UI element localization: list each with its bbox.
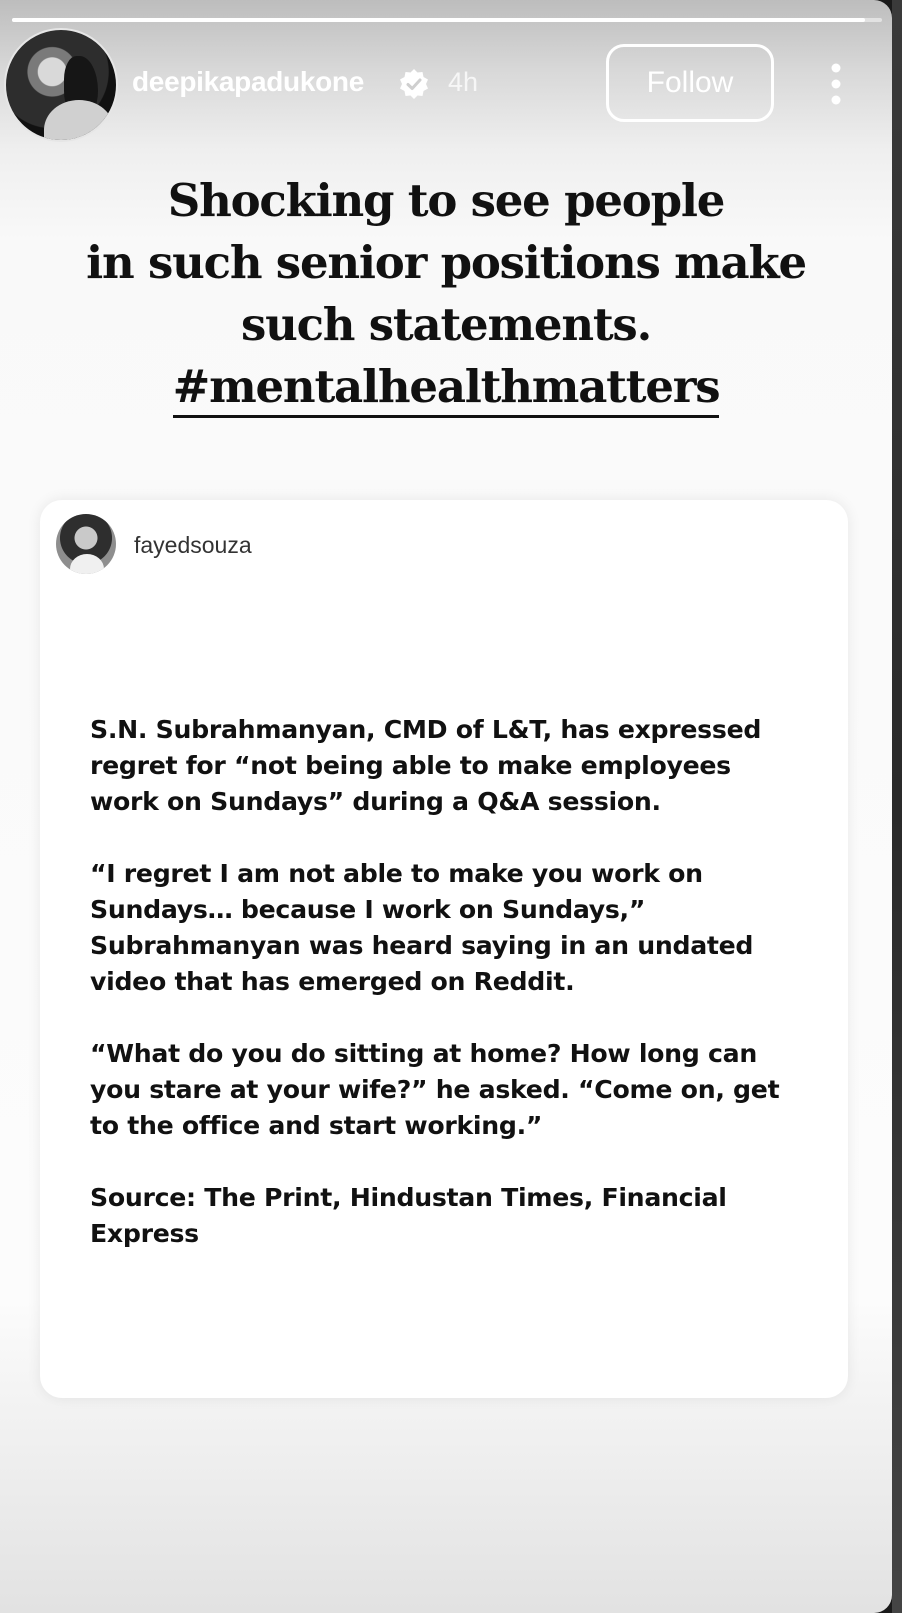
verified-badge-icon	[398, 68, 430, 100]
post-paragraph	[90, 712, 820, 820]
post-line: you stare at your wife?” he asked. “Come on, get	[90, 1075, 780, 1104]
shared-post-card[interactable]	[40, 500, 848, 1398]
story-username[interactable]: deepikapadukone	[132, 66, 365, 97]
post-paragraph	[90, 1180, 820, 1252]
headline-line: such statements.	[240, 298, 652, 351]
post-paragraph	[90, 856, 820, 1000]
post-line: work on Sundays” during a Q&A session.	[90, 787, 661, 816]
profile-avatar[interactable]	[4, 28, 118, 142]
post-line: video that has emerged on Reddit.	[90, 967, 575, 996]
story-progress-bar	[12, 18, 882, 22]
post-line: Subrahmanyan was heard saying in an undated	[90, 931, 754, 960]
story-progress-fill	[12, 18, 865, 22]
headline-hashtag-link[interactable]: #mentalhealthmatters	[173, 359, 720, 418]
post-line: S.N. Subrahmanyan, CMD of L&T, has expressed	[90, 715, 762, 744]
story-headline	[20, 170, 872, 418]
shared-post-avatar[interactable]	[56, 514, 116, 574]
post-line: Source: The Print, Hindustan Times, Financial	[90, 1183, 727, 1212]
post-paragraph	[90, 1036, 820, 1144]
screen-edge	[892, 0, 902, 1613]
post-line: regret for “not being able to make employees	[90, 751, 731, 780]
post-line: Express	[90, 1219, 199, 1248]
headline-line: in such senior positions make	[86, 236, 806, 289]
more-vertical-icon[interactable]	[824, 62, 848, 106]
avatar-body	[70, 554, 104, 574]
follow-button[interactable]: Follow	[606, 44, 774, 122]
shared-post-text	[90, 712, 820, 1288]
post-line: Sundays… because I work on Sundays,”	[90, 895, 646, 924]
avatar-shoulder	[44, 100, 114, 142]
post-line: “What do you do sitting at home? How long can	[90, 1039, 757, 1068]
story-timestamp: 4h	[448, 67, 479, 97]
post-line: to the office and start working.”	[90, 1111, 543, 1140]
headline-line: Shocking to see people	[167, 174, 725, 227]
post-line: “I regret I am not able to make you work on	[90, 859, 703, 888]
shared-post-username[interactable]: fayedsouza	[134, 532, 252, 558]
